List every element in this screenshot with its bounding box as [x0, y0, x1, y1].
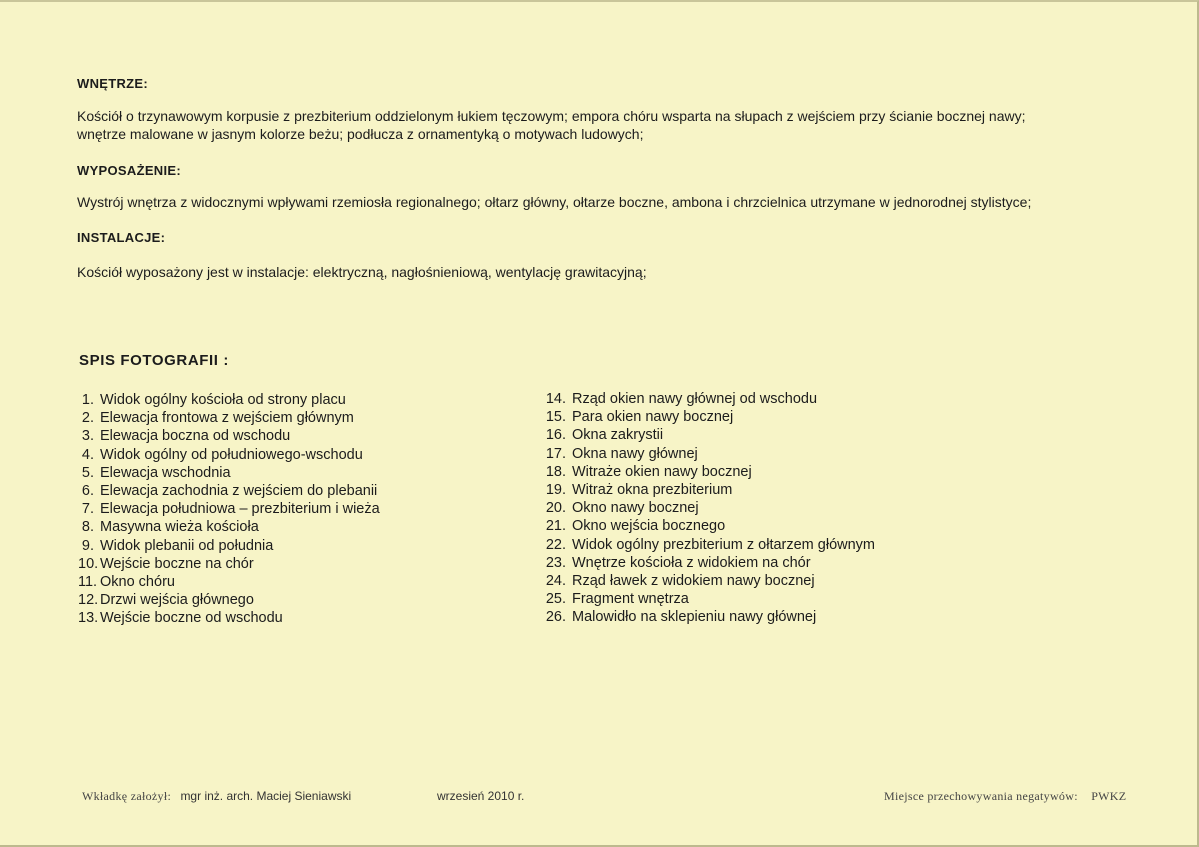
item-number: 6.: [81, 482, 94, 499]
item-number: 26.: [545, 609, 566, 626]
list-item: [540, 536, 875, 554]
item-text: Okna nawy głównej: [572, 445, 698, 462]
item-text: Drzwi wejścia głównego: [100, 592, 254, 609]
list-item: [78, 591, 380, 609]
list-item: [78, 573, 380, 591]
item-number: 22.: [545, 536, 566, 553]
list-item: [78, 482, 380, 500]
paragraph-line: Kościół o trzynawowym korpusie z prezbiterium oddzielonym łukiem tęczowym; empora chóru wsparta na słupach z wejściem przy ścianie bocznej nawy;: [77, 108, 1026, 124]
list-item: [540, 426, 875, 444]
item-number: 15.: [545, 409, 566, 426]
list-item: [540, 481, 875, 499]
list-item: [540, 499, 875, 517]
item-number: 10.: [78, 555, 99, 572]
paragraph-wyposazenie: [77, 193, 1177, 211]
list-item: [78, 409, 380, 427]
item-number: 24.: [545, 572, 566, 589]
list-item: [78, 609, 380, 627]
item-text: Wejście boczne od wschodu: [100, 610, 283, 627]
item-text: Elewacja zachodnia z wejściem do plebanii: [100, 482, 378, 499]
list-item: [78, 500, 380, 518]
item-text: Wnętrze kościoła z widokiem na chór: [572, 554, 811, 571]
item-number: 3.: [81, 428, 94, 445]
item-number: 17.: [545, 445, 566, 462]
storage-value: PWKZ: [1091, 789, 1127, 803]
list-item: [78, 464, 380, 482]
item-number: 21.: [545, 518, 566, 535]
item-number: 18.: [545, 463, 566, 480]
item-text: Okna zakrystii: [572, 427, 664, 444]
item-text: Widok plebanii od południa: [100, 537, 274, 554]
list-item: [78, 518, 380, 536]
item-text: Witraż okna prezbiterium: [572, 481, 733, 498]
item-text: Rząd ławek z widokiem nawy bocznej: [572, 572, 815, 589]
list-item: [540, 408, 875, 426]
heading-wnetrze: WNĘTRZE:: [77, 76, 148, 91]
item-number: 8.: [81, 519, 94, 536]
item-number: 7.: [81, 501, 94, 518]
item-number: 12.: [78, 592, 99, 609]
item-text: Okno chóru: [100, 573, 175, 590]
list-item: [540, 572, 875, 590]
item-text: Malowidło na sklepieniu nawy głównej: [572, 609, 817, 626]
item-text: Elewacja południowa – prezbiterium i wieża: [100, 501, 380, 518]
list-item: [540, 463, 875, 481]
paragraph-line: wnętrze malowane w jasnym kolorze beżu; podłucza z ornamentyką o motywach ludowych;: [77, 126, 644, 142]
item-number: 19.: [545, 481, 566, 498]
item-text: Widok ogólny kościoła od strony placu: [100, 392, 346, 408]
item-text: Okno nawy bocznej: [572, 500, 699, 517]
list-item: [540, 390, 875, 408]
item-text: Okno wejścia bocznego: [572, 518, 726, 535]
date-text: wrzesień 2010 r.: [437, 789, 525, 803]
list-item: [78, 446, 380, 464]
author-label: Wkładkę założył:: [82, 789, 172, 803]
author-name: mgr inż. arch. Maciej Sieniawski: [180, 789, 352, 803]
item-number: 14.: [545, 391, 566, 407]
photo-list-title: SPIS FOTOGRAFII :: [79, 352, 229, 369]
item-text: Widok ogólny od południowego-wschodu: [100, 446, 363, 463]
item-number: 4.: [81, 446, 94, 463]
item-text: Wejście boczne na chór: [100, 555, 254, 572]
list-item: [540, 590, 875, 608]
paragraph-instalacje: [77, 263, 1177, 281]
item-number: 9.: [81, 537, 94, 554]
item-number: 1.: [81, 392, 94, 408]
item-text: Widok ogólny prezbiterium z ołtarzem głównym: [572, 536, 875, 553]
storage-label: Miejsce przechowywania negatywów:: [884, 789, 1078, 803]
list-item: [78, 555, 380, 573]
item-number: 11.: [78, 573, 98, 590]
item-text: Fragment wnętrza: [572, 591, 689, 608]
list-item: [540, 445, 875, 463]
photo-list-right: [540, 390, 875, 626]
list-item: [78, 427, 380, 445]
heading-wyposazenie: WYPOSAŻENIE:: [77, 163, 181, 178]
paragraph-wnetrze: [77, 107, 1177, 143]
list-item: [78, 537, 380, 555]
paragraph-line: Kościół wyposażony jest w instalacje: elektryczną, nagłośnieniową, wentylację grawitacyjną;: [77, 264, 647, 280]
item-number: 13.: [78, 610, 99, 627]
item-text: Masywna wieża kościoła: [100, 519, 259, 536]
item-number: 25.: [545, 591, 566, 608]
item-number: 5.: [81, 464, 94, 481]
item-number: 23.: [545, 554, 566, 571]
item-number: 16.: [545, 427, 566, 444]
footer-date: [437, 789, 524, 803]
item-text: Rząd okien nawy głównej od wschodu: [572, 391, 818, 407]
list-item: [540, 608, 875, 626]
item-text: Para okien nawy bocznej: [572, 409, 734, 426]
list-item: [540, 517, 875, 535]
item-text: Elewacja wschodnia: [100, 464, 231, 481]
item-number: 2.: [81, 410, 94, 427]
item-text: Witraże okien nawy bocznej: [572, 463, 752, 480]
photo-list-left: [78, 391, 380, 627]
item-text: Elewacja frontowa z wejściem głównym: [100, 410, 354, 427]
list-item: [540, 554, 875, 572]
footer-storage: [884, 789, 1126, 804]
item-number: 20.: [545, 500, 566, 517]
heading-instalacje: INSTALACJE:: [77, 230, 166, 245]
paragraph-line: Wystrój wnętrza z widocznymi wpływami rzemiosła regionalnego; ołtarz główny, ołtarze boczne, ambona i chrzcielnica utrzymane w jednorodnej stylistyce;: [77, 194, 1032, 210]
list-item: [78, 391, 380, 409]
footer-author: [82, 789, 351, 804]
item-text: Elewacja boczna od wschodu: [100, 428, 291, 445]
